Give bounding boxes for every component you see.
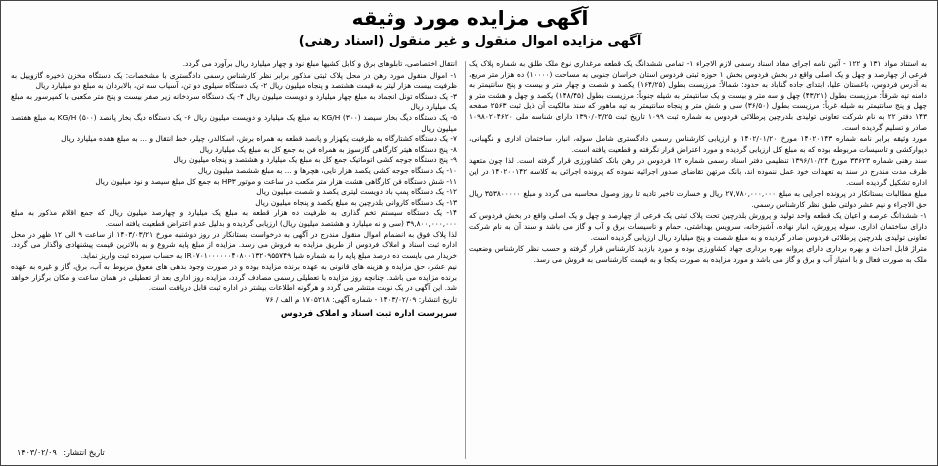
list-item: ۵- یک دستگاه دیگ بخار سیصد (۳۰۰) KG/H به مبلغ یک میلیارد و دویست میلیون ریال ۶- یک دستگاه دیگ بخار پانصد (۵۰۰) KG/H به مبلغ هفتصد میلیون ریال bbox=[11, 112, 457, 133]
list-item: ۱۱- شش دستگاه فن کارگاهی هشت هزار متر مکعب در ساعت و موتور HP۳ به جمع کل مبلغ سیصد و نود میلیون ریال bbox=[95, 176, 457, 186]
list-item: ۱۰- یک دستگاه جوجه کشی یکصد هزار تایی، هچرها و ... به مبلغ ششصد میلیون ریال bbox=[197, 165, 457, 175]
list-item: ۷- یک دستگاه کشتارگاه به ظرفیت یکهزار و پانصد قطعه به همراه برش، اسکالدر، چیلر، خط انتقال و ... به مبلغ هفده میلیارد ریال bbox=[61, 134, 457, 144]
list-item: ۱۴- یک دستگاه سیستم تخم گذاری به ظرفیت ده هزار قطعه به مبلغ یک میلیارد و چهارصد میلیون ریال که جمع اقلام مذکور به مبلغ ۳۹,۸۰۰,۰۰۰,۰۰۰ (سی و نه میلیارد و هشتصد میلیون ریال) ارزیابی گردیده و بدلیل عدم اعتراض قطعیت یافته است. bbox=[11, 208, 457, 228]
closing-text: نیم عشر، حق مزایده و هزینه های قانونی به عهده برنده مزایده بوده و در صورت وجود بدهی های معوق مربوط به آب، برق، گاز و غیره به عهده برنده مزایده می باشد. چنانچه روز مزایده با تعطیلی رسمی مصادف گردد، مزایده روز اداری بعد از تعطیلی در همان ساعت و مکان برگزار خواهد شد. این آگهی در یک نوبت منتشر می گردد و هرگونه اطلاعات بیشتر در اداره ثبت قابل دریافت است. bbox=[11, 262, 457, 293]
notice-title: آگهی مزایده مورد وثیقه bbox=[351, 6, 589, 30]
paragraph: سند رهنی شماره ۳۳۶۲۳ مورخ ۱۳۹۶/۱۰/۲۴ تنظیمی دفتر اسناد رسمی شماره ۱۲ فردوس در رهن بانک کشاورزی قرار گرفته است. لذا چون متعهد ظرف مدت مندرج در سند به تعهدات خود عمل ننموده اند، بانک مرتهن تقاضای صدور اجرائیه نموده که پرونده اجرائی به کلاسه ۱۴۰۲۰۰۱۴۲ در این اداره تشکیل گردیده است. bbox=[469, 156, 927, 187]
list-item: ۳- یک دستگاه تونل انجماد به مبلغ چهار میلیارد و دویست میلیون ریال ۴- یک دستگاه سردخانه زیر صفر بیست و پنج متر مکعبی با کمپرسور به مبلغ یک میلیارد ریال bbox=[11, 91, 457, 112]
publish-date bbox=[13, 448, 105, 457]
publish-date-label: تاریخ انتشار: bbox=[63, 448, 105, 457]
reference-text: تاریخ انتشار: ۱۴۰۳/۰۲/۰۹ - شماره آگهی: ۱۷۰۵۲۱۸ م الف / ۷۶ bbox=[265, 295, 457, 305]
paragraph: مورد وثیقه برابر نامه شماره ۱۴۰۲۰۱۴۳ مورخ ۱۴۰۲/۰۱/۲۰ و ارزیابی کارشناس رسمی دادگستری شامل سوله، انبار، ساختمان اداری و نگهبانی، دیوارکشی و تاسیسات مربوطه بوده که به مبلغ کل ارزیابی گردیده و مورد اعتراض قرار نگرفته و قطعیت یافته است. bbox=[469, 134, 927, 154]
publish-date-value: ۱۴۰۳/۰۲/۰۹ bbox=[17, 448, 57, 457]
intro-text: انتقال اختصاصی، تابلوهای برق و کابل کشیها مبلغ نود و چهار میلیارد ریال برآورد می گردد. bbox=[182, 59, 457, 68]
list-item: ۱- اموال منقول مورد رهن در محل پلاک ثبتی مذکور برابر نظر کارشناس رسمی دادگستری با مشخصات: یک دستگاه مخزن ذخیره گازوییل به ظرفیت بیست هزار لیتر به قیمت هشتصد و پنجاه میلیون ریال ۲- یک دستگاه سیلوی دو تن، آسیاب سه تن، بالابردان به مبلغ دو میلیارد ریال bbox=[11, 70, 457, 91]
paragraph: به استناد مواد ۱۳۱ و ۱۲۲ - آئین نامه اجرای مفاد اسناد رسمی لازم الاجراء ۱- تمامی ششدانگ یک قطعه مرغداری نوع ملک طلق به شماره پلاک یک فرعی از چهارصد و چهل و یک اصلی واقع در بخش فردوس بخش ۱ حوزه ثبتی فردوس استان خراسان جنوبی به مساحت (۱۰۰۰۰) ده هزار متر مربع، به آدرس فردوس، باغستان علیا، ابتدای جاده گناباد به حدود: شمالاً: مرزیست بطول (۱۶۴/۲۵) یکصد و شصت و چهار متر و بیست و پنج سانتیمتر به دامنه تپه شرقاً: مرزیست بطول (۴۳/۲۱) چهل و سه متر و بیست و یک سانتیمتر به شیله جنوباً: مرزیست بطول (۱۴۸/۴۵) یکصد و چهل و هشت متر و چهل و پنج سانتیمتر به شیله غرباً: مرزیست بطول (۳۶/۵۰) سی و شش متر و پنجاه سانتیمتر به تپه ماهور که سند مالکیت آن ذیل ثبت ۲۵۶۳ صفحه ۱۴۳ دفتر ۲۲ به نام شرکت تعاونی تولیدی بلدرچین پرطلائی فردوس به شماره ثبت ۱۰۹۹ تاریخ ثبت ۱۳۹۰/۰۳/۲۵ دارای شناسه ملی ۱۰۹۸۰۲۰۴۶۲۰ صادر و تسلیم گردیده است. bbox=[469, 59, 927, 132]
paragraph: مبلغ مطالبات بستانکار در پرونده اجرایی به مبلغ ۲۷,۷۸۰,۰۰۰,۰۰۰ ریال و خسارت تاخیر تادیه تا روز وصول محاسبه می گردد و مبلغ ۳۵۳۸۰۰۰۰۰ ریال حق الاجراء و نیم عشر دولتی طبق نظر کارشناس رسمی. bbox=[469, 189, 927, 209]
list-item: ۱۳- یک دستگاه کاروانی بلدرچین به مبلغ یکصد و پنجاه میلیون ریال bbox=[255, 197, 457, 207]
right-column bbox=[469, 59, 927, 461]
column-divider bbox=[465, 61, 466, 459]
paragraph: ۱- ششدانگ عرصه و اعیان یک قطعه واحد تولید و پرورش بلدرچین تحت پلاک ثبتی یک فرعی از چهارصد و چهل و یک اصلی واقع در بخش فردوس که دارای ساختمان اداری، سوله پرورش، انبار نهاده، آشپزخانه، سرویس بهداشتی، حمام و تاسیسات برق و آب و گاز می باشد و سند آن به نام شرکت تعاونی تولیدی بلدرچین پرطلائی فردوس صادر گردیده و به مبلغ شصت و پنج میلیارد ریال ارزیابی گردیده است. bbox=[469, 211, 927, 242]
list-item: ۹- پنج دستگاه جوجه کشی اتوماتیک جمع کل به مبلغ یک میلیارد و هشتصد و پنجاه میلیون ریال bbox=[173, 155, 457, 165]
left-column bbox=[11, 59, 457, 461]
notice-subtitle: آگهی مزایده اموال منقول و غیر منقول (اسناد رهنی) bbox=[298, 34, 642, 49]
signature: سرپرست اداره ثبت اسناد و املاک فردوس bbox=[280, 308, 457, 319]
paragraph: متراژ قابل احداث و بهره برداری دارای پروانه بهره برداری جهاد کشاورزی بوده و مورد بازدید کارشناس قرار گرفته و حسب نظر کارشناس وضعیت ملک به صورت فعال و با امتیاز آب و برق و گاز می باشد و مورد مزایده به صورت یکجا و به قیمت کارشناسی به فروش می رسد. bbox=[469, 244, 927, 264]
list-item: ۸- پنج دستگاه هیتر کارگاهی گازسوز به همراه فن به جمع کل به مبلغ یک میلیارد ریال bbox=[199, 144, 457, 154]
list-item: ۱۲- یک دستگاه پمپ باد دویست لیتری یکصد و شصت میلیون ریال bbox=[256, 187, 457, 197]
auction-text: لذا پلاک فوق به انضمام اموال منقول مندرج در آگهی به درخواست بستانکار در روز دوشنبه مورخ ۱۴۰۳/۰۳/۲۱ از ساعت ۹ الی ۱۲ ظهر در محل اداره ثبت اسناد و املاک فردوس از طریق مزایده به فروش می رسد. مزایده از مبلغ پایه شروع و به بالاترین قیمت پیشنهادی واگذار می گردد. خریدار می بایست ده درصد مبلغ پایه را به شماره شبا IR۰۷۰۱۰۰۰۰۰۰۴۰۸۰۰۱۳۲۰۹۵۵۷۴۹ به حساب سپرده ثبت واریز نماید. bbox=[11, 229, 457, 260]
movable-assets-list bbox=[11, 71, 457, 230]
